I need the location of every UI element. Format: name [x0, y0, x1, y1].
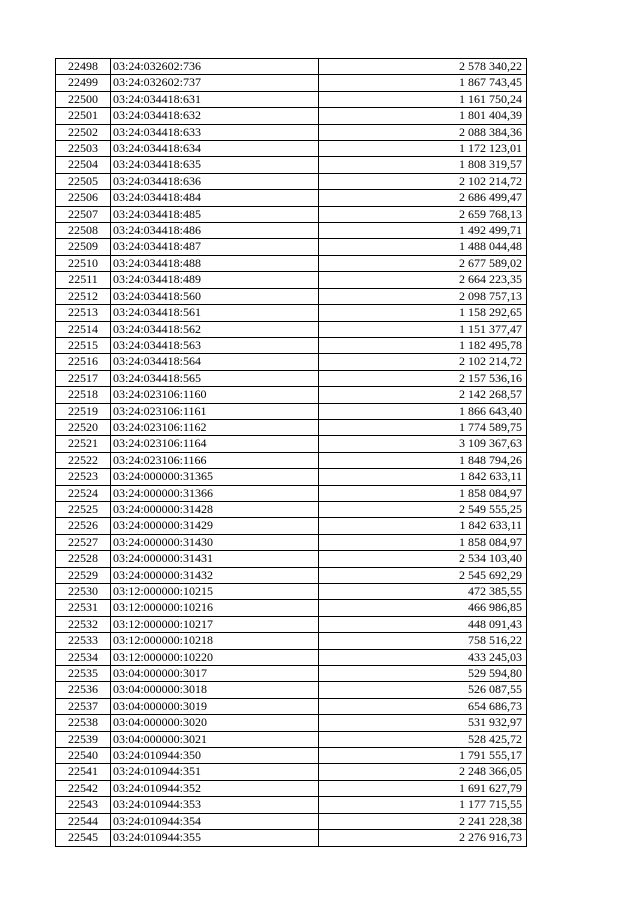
cadastral-number-cell: 03:24:023106:1166 [111, 452, 319, 468]
row-number-cell: 22498 [56, 59, 111, 75]
row-number-cell: 22531 [56, 600, 111, 616]
row-number-cell: 22536 [56, 682, 111, 698]
row-number-cell: 22504 [56, 157, 111, 173]
cadastral-number-cell: 03:24:034418:565 [111, 370, 319, 386]
row-number-cell: 22500 [56, 91, 111, 107]
cadastral-value-cell: 758 516,22 [319, 633, 527, 649]
cadastral-number-cell: 03:24:010944:353 [111, 797, 319, 813]
cadastral-number-cell: 03:04:000000:3017 [111, 666, 319, 682]
row-number-cell: 22506 [56, 190, 111, 206]
cadastral-value-cell: 2 088 384,36 [319, 124, 527, 140]
row-number-cell: 22507 [56, 206, 111, 222]
cadastral-number-cell: 03:24:000000:31428 [111, 501, 319, 517]
cadastral-number-cell: 03:24:010944:350 [111, 748, 319, 764]
cadastral-value-cell: 1 808 319,57 [319, 157, 527, 173]
row-number-cell: 22545 [56, 830, 111, 846]
cadastral-value-cell: 1 172 123,01 [319, 141, 527, 157]
cadastral-number-cell: 03:04:000000:3021 [111, 731, 319, 747]
table-row [56, 108, 527, 124]
cadastral-value-cell: 2 098 757,13 [319, 288, 527, 304]
cadastral-number-cell: 03:12:000000:10218 [111, 633, 319, 649]
cadastral-value-cell: 1 691 627,79 [319, 780, 527, 796]
table-row [56, 206, 527, 222]
table-row [56, 813, 527, 829]
cadastral-number-cell: 03:24:034418:636 [111, 173, 319, 189]
document-table-container [55, 58, 526, 845]
table-row [56, 255, 527, 271]
row-number-cell: 22508 [56, 223, 111, 239]
table-row [56, 748, 527, 764]
table-row [56, 501, 527, 517]
table-row [56, 91, 527, 107]
cadastral-value-cell: 1 182 495,78 [319, 337, 527, 353]
table-row [56, 190, 527, 206]
row-number-cell: 22538 [56, 715, 111, 731]
cadastral-value-cell: 1 177 715,55 [319, 797, 527, 813]
cadastral-number-cell: 03:24:032602:737 [111, 75, 319, 91]
table-row [56, 157, 527, 173]
cadastral-number-cell: 03:24:034418:634 [111, 141, 319, 157]
cadastral-number-cell: 03:12:000000:10216 [111, 600, 319, 616]
cadastral-number-cell: 03:24:000000:31431 [111, 551, 319, 567]
table-row [56, 124, 527, 140]
cadastral-number-cell: 03:24:023106:1162 [111, 419, 319, 435]
cadastral-value-cell: 528 425,72 [319, 731, 527, 747]
cadastral-value-cell: 654 686,73 [319, 698, 527, 714]
cadastral-value-cell: 2 677 589,02 [319, 255, 527, 271]
table-row [56, 305, 527, 321]
row-number-cell: 22525 [56, 501, 111, 517]
table-row [56, 485, 527, 501]
cadastral-value-cell: 2 102 214,72 [319, 173, 527, 189]
row-number-cell: 22514 [56, 321, 111, 337]
row-number-cell: 22529 [56, 567, 111, 583]
cadastral-number-cell: 03:04:000000:3018 [111, 682, 319, 698]
cadastral-number-cell: 03:24:000000:31366 [111, 485, 319, 501]
cadastral-number-cell: 03:04:000000:3020 [111, 715, 319, 731]
row-number-cell: 22515 [56, 337, 111, 353]
row-number-cell: 22512 [56, 288, 111, 304]
table-row [56, 780, 527, 796]
table-body [56, 59, 527, 847]
row-number-cell: 22502 [56, 124, 111, 140]
cadastral-number-cell: 03:24:034418:561 [111, 305, 319, 321]
row-number-cell: 22520 [56, 419, 111, 435]
table-row [56, 518, 527, 534]
row-number-cell: 22535 [56, 666, 111, 682]
cadastral-number-cell: 03:24:034418:488 [111, 255, 319, 271]
table-row [56, 272, 527, 288]
row-number-cell: 22501 [56, 108, 111, 124]
row-number-cell: 22509 [56, 239, 111, 255]
cadastral-value-cell: 529 594,80 [319, 666, 527, 682]
table-row [56, 223, 527, 239]
table-row [56, 288, 527, 304]
cadastral-number-cell: 03:24:034418:560 [111, 288, 319, 304]
row-number-cell: 22523 [56, 469, 111, 485]
table-row [56, 239, 527, 255]
table-row [56, 75, 527, 91]
cadastral-value-cell: 526 087,55 [319, 682, 527, 698]
cadastral-number-cell: 03:24:023106:1164 [111, 436, 319, 452]
table-row [56, 387, 527, 403]
row-number-cell: 22530 [56, 584, 111, 600]
table-row [56, 830, 527, 846]
cadastral-number-cell: 03:24:034418:562 [111, 321, 319, 337]
cadastral-number-cell: 03:24:034418:487 [111, 239, 319, 255]
cadastral-value-table [55, 58, 527, 847]
table-row [56, 666, 527, 682]
table-row [56, 452, 527, 468]
cadastral-number-cell: 03:24:023106:1160 [111, 387, 319, 403]
cadastral-value-cell: 1 858 084,97 [319, 534, 527, 550]
cadastral-value-cell: 2 549 555,25 [319, 501, 527, 517]
cadastral-value-cell: 1 488 044,48 [319, 239, 527, 255]
row-number-cell: 22517 [56, 370, 111, 386]
cadastral-value-cell: 1 801 404,39 [319, 108, 527, 124]
cadastral-value-cell: 1 848 794,26 [319, 452, 527, 468]
table-row [56, 419, 527, 435]
cadastral-number-cell: 03:12:000000:10215 [111, 584, 319, 600]
cadastral-value-cell: 472 385,55 [319, 584, 527, 600]
table-row [56, 354, 527, 370]
cadastral-number-cell: 03:24:034418:564 [111, 354, 319, 370]
table-row [56, 584, 527, 600]
row-number-cell: 22511 [56, 272, 111, 288]
row-number-cell: 22503 [56, 141, 111, 157]
table-row [56, 534, 527, 550]
row-number-cell: 22513 [56, 305, 111, 321]
cadastral-value-cell: 1 158 292,65 [319, 305, 527, 321]
cadastral-value-cell: 2 534 103,40 [319, 551, 527, 567]
cadastral-number-cell: 03:24:034418:633 [111, 124, 319, 140]
row-number-cell: 22539 [56, 731, 111, 747]
cadastral-value-cell: 1 791 555,17 [319, 748, 527, 764]
cadastral-value-cell: 1 866 643,40 [319, 403, 527, 419]
cadastral-number-cell: 03:24:034418:485 [111, 206, 319, 222]
table-row [56, 370, 527, 386]
cadastral-number-cell: 03:24:000000:31365 [111, 469, 319, 485]
cadastral-value-cell: 1 492 499,71 [319, 223, 527, 239]
table-row [56, 337, 527, 353]
cadastral-value-cell: 1 842 633,11 [319, 469, 527, 485]
cadastral-number-cell: 03:24:000000:31430 [111, 534, 319, 550]
cadastral-number-cell: 03:24:034418:563 [111, 337, 319, 353]
table-row [56, 567, 527, 583]
row-number-cell: 22516 [56, 354, 111, 370]
row-number-cell: 22522 [56, 452, 111, 468]
cadastral-number-cell: 03:24:034418:632 [111, 108, 319, 124]
row-number-cell: 22526 [56, 518, 111, 534]
cadastral-number-cell: 03:24:010944:352 [111, 780, 319, 796]
table-row [56, 321, 527, 337]
row-number-cell: 22505 [56, 173, 111, 189]
cadastral-number-cell: 03:24:000000:31429 [111, 518, 319, 534]
row-number-cell: 22543 [56, 797, 111, 813]
cadastral-value-cell: 2 241 228,38 [319, 813, 527, 829]
cadastral-value-cell: 2 157 536,16 [319, 370, 527, 386]
cadastral-value-cell: 1 867 743,45 [319, 75, 527, 91]
cadastral-value-cell: 531 932,97 [319, 715, 527, 731]
table-row [56, 797, 527, 813]
table-row [56, 173, 527, 189]
cadastral-number-cell: 03:24:034418:489 [111, 272, 319, 288]
cadastral-value-cell: 1 151 377,47 [319, 321, 527, 337]
table-row [56, 436, 527, 452]
cadastral-number-cell: 03:24:000000:31432 [111, 567, 319, 583]
cadastral-number-cell: 03:04:000000:3019 [111, 698, 319, 714]
table-row [56, 682, 527, 698]
cadastral-number-cell: 03:24:010944:354 [111, 813, 319, 829]
cadastral-number-cell: 03:24:023106:1161 [111, 403, 319, 419]
row-number-cell: 22528 [56, 551, 111, 567]
cadastral-number-cell: 03:24:034418:486 [111, 223, 319, 239]
cadastral-number-cell: 03:24:034418:484 [111, 190, 319, 206]
row-number-cell: 22527 [56, 534, 111, 550]
cadastral-value-cell: 2 659 768,13 [319, 206, 527, 222]
row-number-cell: 22521 [56, 436, 111, 452]
table-row [56, 551, 527, 567]
row-number-cell: 22524 [56, 485, 111, 501]
table-row [56, 59, 527, 75]
cadastral-value-cell: 2 686 499,47 [319, 190, 527, 206]
table-row [56, 469, 527, 485]
row-number-cell: 22518 [56, 387, 111, 403]
row-number-cell: 22519 [56, 403, 111, 419]
cadastral-value-cell: 1 774 589,75 [319, 419, 527, 435]
cadastral-value-cell: 2 664 223,35 [319, 272, 527, 288]
row-number-cell: 22533 [56, 633, 111, 649]
table-row [56, 633, 527, 649]
cadastral-number-cell: 03:24:010944:355 [111, 830, 319, 846]
cadastral-number-cell: 03:24:010944:351 [111, 764, 319, 780]
table-row [56, 764, 527, 780]
cadastral-value-cell: 448 091,43 [319, 616, 527, 632]
row-number-cell: 22540 [56, 748, 111, 764]
cadastral-value-cell: 2 578 340,22 [319, 59, 527, 75]
cadastral-value-cell: 2 248 366,05 [319, 764, 527, 780]
table-row [56, 715, 527, 731]
cadastral-value-cell: 2 545 692,29 [319, 567, 527, 583]
row-number-cell: 22544 [56, 813, 111, 829]
table-row [56, 698, 527, 714]
cadastral-number-cell: 03:24:032602:736 [111, 59, 319, 75]
table-row [56, 600, 527, 616]
row-number-cell: 22499 [56, 75, 111, 91]
table-row [56, 731, 527, 747]
table-row [56, 141, 527, 157]
row-number-cell: 22537 [56, 698, 111, 714]
cadastral-value-cell: 2 276 916,73 [319, 830, 527, 846]
cadastral-value-cell: 433 245,03 [319, 649, 527, 665]
table-row [56, 649, 527, 665]
row-number-cell: 22532 [56, 616, 111, 632]
cadastral-number-cell: 03:24:034418:635 [111, 157, 319, 173]
cadastral-value-cell: 1 842 633,11 [319, 518, 527, 534]
cadastral-number-cell: 03:24:034418:631 [111, 91, 319, 107]
table-row [56, 403, 527, 419]
row-number-cell: 22534 [56, 649, 111, 665]
table-row [56, 616, 527, 632]
row-number-cell: 22510 [56, 255, 111, 271]
cadastral-value-cell: 1 161 750,24 [319, 91, 527, 107]
cadastral-value-cell: 1 858 084,97 [319, 485, 527, 501]
cadastral-value-cell: 2 102 214,72 [319, 354, 527, 370]
row-number-cell: 22541 [56, 764, 111, 780]
cadastral-value-cell: 2 142 268,57 [319, 387, 527, 403]
cadastral-number-cell: 03:12:000000:10217 [111, 616, 319, 632]
cadastral-value-cell: 466 986,85 [319, 600, 527, 616]
cadastral-value-cell: 3 109 367,63 [319, 436, 527, 452]
row-number-cell: 22542 [56, 780, 111, 796]
cadastral-number-cell: 03:12:000000:10220 [111, 649, 319, 665]
